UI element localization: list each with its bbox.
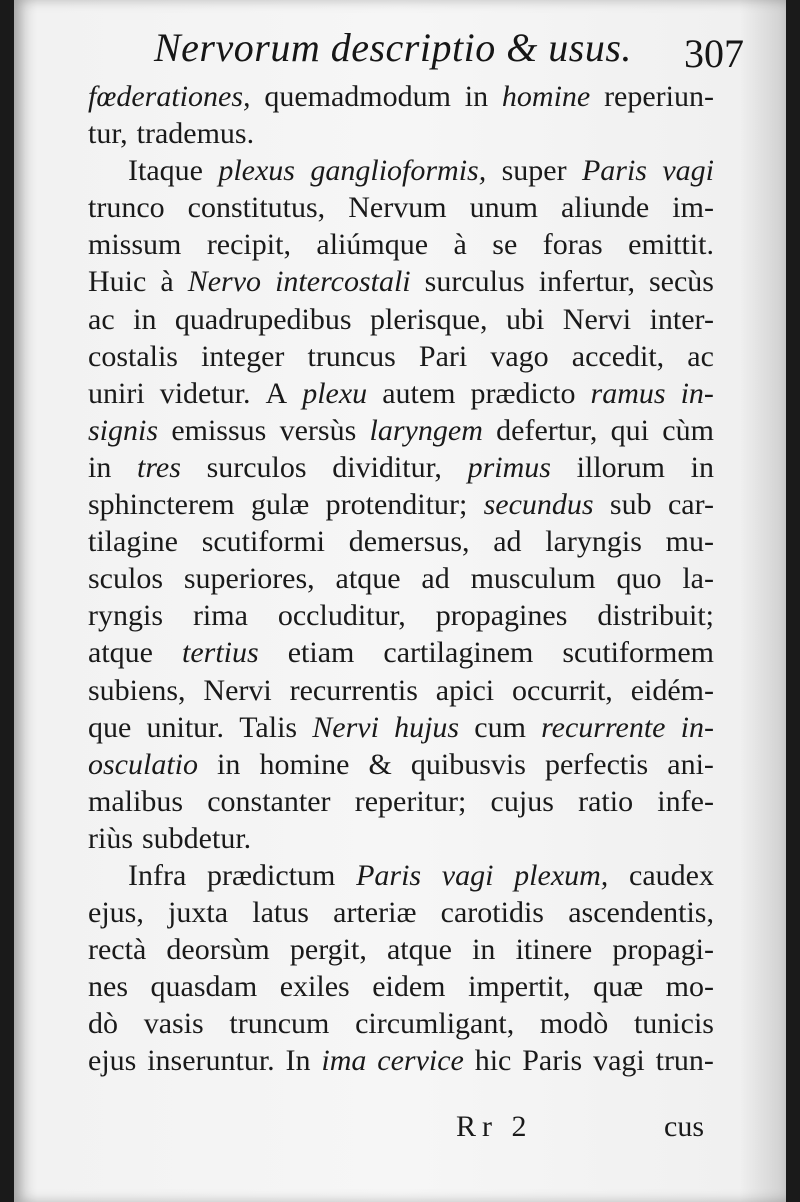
word: à xyxy=(160,265,174,299)
word: perfectis xyxy=(544,747,649,781)
word: Huic xyxy=(88,265,147,299)
word: malibus xyxy=(88,784,183,818)
text-line xyxy=(88,1042,714,1079)
word: recurrente xyxy=(541,710,666,744)
word: superiores, xyxy=(183,562,315,596)
word: signis xyxy=(88,413,159,447)
word: atque xyxy=(335,562,401,596)
word: secundus xyxy=(483,488,594,522)
text-line xyxy=(88,301,714,338)
word: truncus xyxy=(307,339,396,373)
text-line xyxy=(88,189,714,226)
word: occurrit, xyxy=(512,673,613,707)
word: intercostali xyxy=(275,265,411,299)
text-line xyxy=(88,746,714,783)
word: dò xyxy=(88,1007,118,1041)
word: mo- xyxy=(665,970,714,1004)
word: que xyxy=(88,710,132,744)
word: in- xyxy=(680,376,714,410)
word: cujus xyxy=(490,784,554,818)
text-line xyxy=(88,152,714,189)
word: trun- xyxy=(655,1044,714,1078)
word: unum xyxy=(469,191,538,225)
word: Nervum xyxy=(348,191,447,225)
word: ramus xyxy=(590,376,666,410)
word: reperiun- xyxy=(604,80,714,113)
word: ac xyxy=(687,339,714,373)
word: tunicis xyxy=(633,1007,714,1041)
word: ascendentis, xyxy=(568,896,714,930)
word: scutiformem xyxy=(562,636,714,670)
word: reperitur; xyxy=(354,784,467,818)
word: quadrupedibus xyxy=(174,302,352,336)
word: ad xyxy=(421,562,450,596)
word: infertur, xyxy=(538,265,635,299)
word: etiam xyxy=(287,636,355,670)
word: deorsùm xyxy=(166,933,270,967)
word: atque xyxy=(88,636,153,670)
word: protenditur; xyxy=(325,488,468,522)
catchword: cus xyxy=(664,1110,704,1143)
word: nes xyxy=(88,970,128,1004)
word: hic xyxy=(474,1044,512,1078)
word: occluditur, xyxy=(277,599,406,633)
text-line xyxy=(88,486,714,523)
text-line xyxy=(88,634,714,671)
word: latus xyxy=(252,896,309,930)
word: autem xyxy=(382,376,456,410)
word: videtur. xyxy=(159,376,251,410)
word: cum xyxy=(474,710,526,744)
word: riùs xyxy=(88,821,133,855)
word: Nervo xyxy=(187,265,262,299)
word: ejus, xyxy=(88,896,144,930)
word: illorum xyxy=(576,450,665,484)
word: hujus xyxy=(394,710,460,744)
word: Nervi xyxy=(203,673,272,707)
word: exiles xyxy=(279,970,350,1004)
word: apici xyxy=(435,673,495,707)
word: dividitur, xyxy=(332,450,442,484)
word: rima xyxy=(192,599,248,633)
word: Paris xyxy=(356,858,422,892)
word: in xyxy=(464,80,489,113)
word: Paris xyxy=(522,1044,583,1078)
word: ima xyxy=(321,1044,367,1078)
word: defertur, xyxy=(496,413,598,447)
word: qui xyxy=(610,413,650,447)
word: accedit, xyxy=(571,339,665,373)
word: mu- xyxy=(665,525,714,559)
word: im- xyxy=(672,191,714,225)
word: costalis xyxy=(88,339,178,373)
word: sphincterem xyxy=(88,488,235,522)
word: carotidis xyxy=(440,896,544,930)
word: aliúmque xyxy=(316,228,429,262)
word: scutiformi xyxy=(201,525,325,559)
word: ac xyxy=(88,302,115,336)
text-line xyxy=(88,968,714,1005)
word: quibusvis xyxy=(410,747,526,781)
word: Pari xyxy=(418,339,468,373)
word: trademus. xyxy=(136,117,255,151)
word: vagi xyxy=(662,154,714,188)
word: modò xyxy=(539,1007,609,1041)
word: versùs xyxy=(279,413,357,447)
book-page xyxy=(14,0,786,1202)
word: in xyxy=(88,450,112,484)
text-line xyxy=(88,375,714,412)
word: la- xyxy=(682,562,714,596)
word: car- xyxy=(667,488,714,522)
word: itinere xyxy=(515,933,593,967)
body-text xyxy=(88,78,714,1080)
word: eidém- xyxy=(630,673,714,707)
word: quæ xyxy=(593,970,644,1004)
word: juxta xyxy=(168,896,229,930)
word: atque xyxy=(386,933,452,967)
text-line xyxy=(88,560,714,597)
word: in xyxy=(472,933,496,967)
running-head: Nervorum descriptio & usus. xyxy=(154,25,632,70)
word: super xyxy=(501,154,567,188)
word: Itaque xyxy=(128,154,203,188)
word: arteriæ xyxy=(333,896,417,930)
word: ratio xyxy=(578,784,634,818)
text-line xyxy=(88,115,714,152)
signature-mark: Rr 2 xyxy=(456,1110,533,1143)
word: ganglioformis, xyxy=(310,154,487,188)
word: Nervi xyxy=(562,302,632,336)
text-line xyxy=(88,449,714,486)
word: quo xyxy=(616,562,662,596)
text-line xyxy=(88,263,714,300)
word: tertius xyxy=(182,636,259,670)
word: pergit, xyxy=(289,933,367,967)
word: gulæ xyxy=(250,488,310,522)
word: surculos xyxy=(206,450,307,484)
word: in xyxy=(690,450,714,484)
word: Paris xyxy=(581,154,647,188)
word: In xyxy=(285,1044,311,1078)
word: missum xyxy=(88,228,182,262)
word: emissus xyxy=(171,413,267,447)
word: recurrentis xyxy=(289,673,418,707)
word: ad xyxy=(493,525,522,559)
word: osculatio xyxy=(88,747,198,781)
word: emittit. xyxy=(628,228,714,262)
word: sculos xyxy=(88,562,163,596)
word: Infra xyxy=(128,858,187,892)
word: recipit, xyxy=(206,228,291,262)
word: in- xyxy=(680,710,714,744)
word: plerisque, xyxy=(370,302,488,336)
text-line xyxy=(88,931,714,968)
word: quemadmodum xyxy=(264,80,451,113)
text-line xyxy=(88,672,714,709)
word: foras xyxy=(542,228,603,262)
word: constitutus, xyxy=(187,191,326,225)
word: in xyxy=(217,747,241,781)
word: rectà xyxy=(88,933,147,967)
word: vago xyxy=(490,339,549,373)
word: prædictum xyxy=(207,858,336,892)
word: primus xyxy=(467,450,551,484)
word: plexus xyxy=(218,154,295,188)
word: cervice xyxy=(377,1044,464,1078)
word: caudex xyxy=(629,858,714,892)
word: vasis xyxy=(143,1007,204,1041)
word: vagi xyxy=(441,858,494,892)
word: in xyxy=(133,302,157,336)
word: subiens, xyxy=(88,673,186,707)
word: integer xyxy=(201,339,285,373)
word: plexu xyxy=(302,376,368,410)
text-line xyxy=(88,709,714,746)
word: aliunde xyxy=(560,191,650,225)
word: ryngis xyxy=(88,599,163,633)
word: propagines xyxy=(435,599,568,633)
word: secùs xyxy=(648,265,714,299)
text-line xyxy=(88,338,714,375)
text-line xyxy=(88,820,714,857)
word: trunco xyxy=(88,191,165,225)
text-line xyxy=(88,597,714,634)
word: inter- xyxy=(649,302,714,336)
text-line xyxy=(88,1005,714,1042)
word: homine xyxy=(501,80,591,113)
word: eidem xyxy=(372,970,446,1004)
word: uniri xyxy=(88,376,145,410)
word: inseruntur. xyxy=(147,1044,275,1078)
word: impertit, xyxy=(468,970,571,1004)
word: propagi- xyxy=(612,933,714,967)
word: cartilaginem xyxy=(383,636,534,670)
text-line xyxy=(88,783,714,820)
text-line xyxy=(88,857,714,894)
word: à xyxy=(453,228,467,262)
word: laryngem xyxy=(369,413,483,447)
word: A xyxy=(265,376,288,410)
word: homine xyxy=(259,747,350,781)
word: circumligant, xyxy=(355,1007,515,1041)
word: plexum, xyxy=(514,858,609,892)
word: ubi xyxy=(505,302,545,336)
word: fœderationes, xyxy=(88,80,251,113)
word: prædicto xyxy=(470,376,576,410)
word: infe- xyxy=(657,784,714,818)
word: laryngis xyxy=(545,525,642,559)
word: se xyxy=(492,228,518,262)
word: Nervi xyxy=(312,710,379,744)
word: surculus xyxy=(424,265,525,299)
text-line xyxy=(88,412,714,449)
word: tilagine xyxy=(88,525,178,559)
page-number: 307 xyxy=(684,31,744,76)
word: constanter xyxy=(207,784,331,818)
word: unitur. xyxy=(146,710,225,744)
word: distribuit; xyxy=(597,599,714,633)
word: musculum xyxy=(470,562,596,596)
word: subdetur. xyxy=(142,821,252,855)
text-line xyxy=(88,226,714,263)
word: truncum xyxy=(229,1007,330,1041)
word: ejus xyxy=(88,1044,137,1078)
word: sub xyxy=(609,488,652,522)
word: demersus, xyxy=(348,525,470,559)
word: & xyxy=(368,747,392,781)
text-line xyxy=(88,894,714,931)
word: tres xyxy=(137,450,181,484)
text-line xyxy=(88,523,714,560)
word: Talis xyxy=(239,710,298,744)
word: tur, xyxy=(88,117,128,151)
text-line xyxy=(88,78,714,115)
word: ani- xyxy=(667,747,714,781)
word: vagi xyxy=(593,1044,645,1078)
word: cùm xyxy=(662,413,714,447)
word: quasdam xyxy=(150,970,258,1004)
